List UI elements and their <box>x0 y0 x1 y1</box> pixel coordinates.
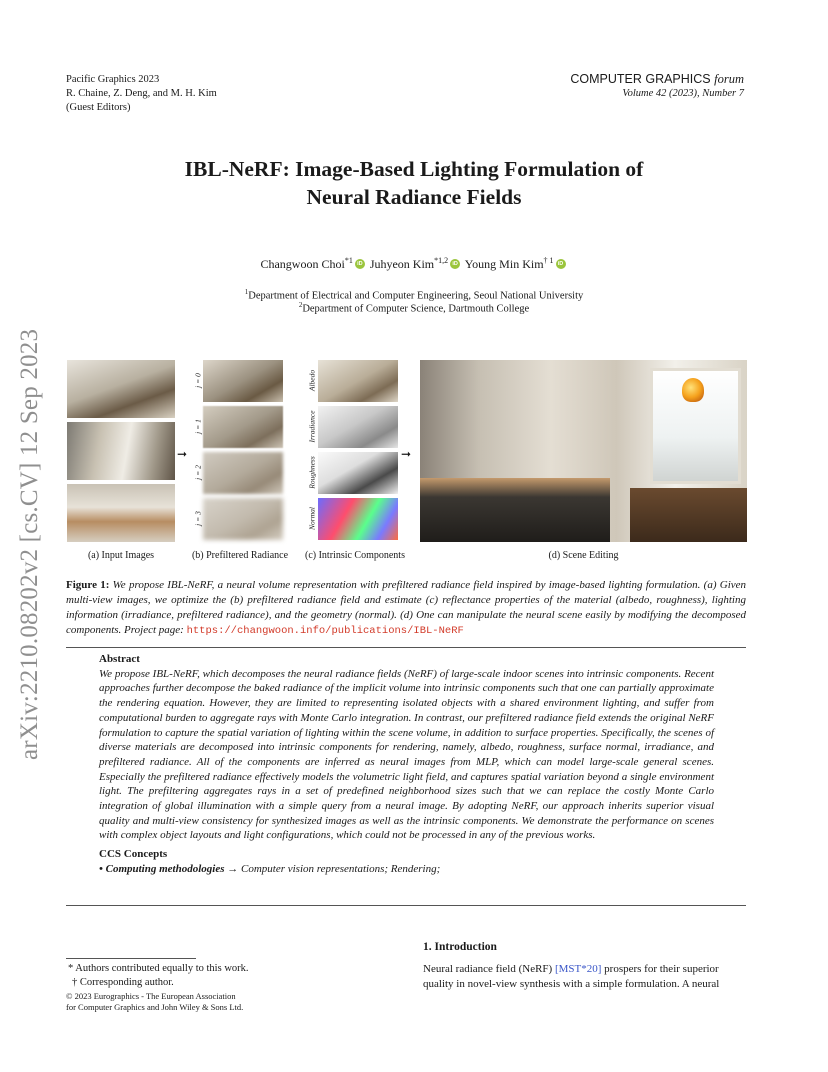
scene-editing-image <box>420 360 747 542</box>
arrow-icon: → <box>227 862 239 875</box>
intro-line1-post: prospers for their superior <box>604 963 719 975</box>
journal-italic: forum <box>714 72 744 86</box>
subcaption-d: (d) Scene Editing <box>548 550 619 561</box>
header-left <box>66 73 217 115</box>
author-sup: † 1 <box>543 256 554 265</box>
ccs-rest: Computer vision representations; Rendering; <box>240 862 441 875</box>
intro-line-1 <box>423 962 747 977</box>
input-image <box>67 360 175 418</box>
intro-heading: 1. Introduction <box>423 941 497 953</box>
author-name: Young Min Kim <box>464 257 544 271</box>
project-page-link[interactable]: https://changwoon.info/publications/IBL-NeRF <box>186 625 464 637</box>
divider <box>66 905 746 906</box>
component-label: Irradiance <box>307 410 317 443</box>
level-label: j = 0 <box>193 373 203 388</box>
title-line-1: IBL-NeRF: Image-Based Lighting Formulation of <box>184 157 644 181</box>
albedo-image <box>318 360 398 402</box>
author-sup: *1 <box>344 256 353 265</box>
footnote-corresponding: † Corresponding author. <box>72 977 174 988</box>
affiliation-sup: 1 <box>244 288 249 296</box>
editors: R. Chaine, Z. Deng, and M. H. Kim <box>66 88 217 99</box>
lamp <box>682 378 704 402</box>
roughness-image <box>318 452 398 494</box>
arrow-right-icon: ➞ <box>401 447 412 461</box>
abstract-heading: Abstract <box>99 653 140 665</box>
normal-image <box>318 498 398 540</box>
prefiltered-level-0 <box>203 360 283 402</box>
affiliation-text: Department of Electrical and Computer Engineering, Seoul National University <box>248 290 584 302</box>
dining-table <box>630 488 747 542</box>
intro-text <box>423 962 747 992</box>
header-right <box>570 71 744 101</box>
footnote-equal: * Authors contributed equally to this work. <box>68 963 249 974</box>
subcaption-c: (c) Intrinsic Components <box>305 550 405 561</box>
level-label: j = 3 <box>193 511 203 526</box>
level-label: j = 2 <box>193 465 203 480</box>
caption-text: We propose IBL-NeRF, a neural volume representation with prefiltered radiance field inspired by image-based lighting formulation. (a) Given multi-view images, we optimize the (b) prefiltered radiance field and estimate (c) reflectance properties of the material (albedo, roughness), lighting information (irradiance, prefiltered radiance), and the geometry (normal). (d) One can manipulate the neural scene easily by modifying the decomposed components. Project page: <box>66 579 747 636</box>
paper-title <box>0 155 828 211</box>
stove-counter <box>420 478 610 542</box>
intro-line-2: quality in novel-view synthesis with a simple formulation. A neural <box>423 978 720 990</box>
affiliation-text: Department of Computer Science, Dartmouth College <box>302 303 530 315</box>
level-label: j = 1 <box>193 419 203 434</box>
citation-link[interactable]: [MST*20] <box>554 963 602 975</box>
abstract <box>99 652 714 877</box>
volume: Volume 42 (2023), Number 7 <box>622 88 744 99</box>
abstract-body: We propose IBL-NeRF, which decomposes the neural radiance fields (NeRF) of large-scale indoor scenes into intrinsic components. Recent approaches further decompose the baked radiance of the implicit volume into intrinsic components such that one can partially approximate the rendering equation. However, they are limited to representing isolated objects with a shared environment lighting, and suffer from computational burden to aggregate rays with Monte Carlo integration. In contrast, our prefiltered radiance field extends the original NeRF formulation to capture the spatial variation of lighting within the scene volume, in addition to surface properties. Specifically, the scenes of diverse materials are decomposed into intrinsic components for rendering, namely, albedo, roughness, surface normal, irradiance, and prefiltered radiance. All of the components are inferred as neural images from MLP, which can model large-scale general scenes. Especially the prefiltered radiance effectively models the volumetric light field, and captures spatial variation beyond a single environment light. The prefiltering aggregates rays in a set of predefined neighborhood sizes such that we can replace the costly Monte Carlo integration of global illumination with a simple query from a neural image. By adopting NeRF, our approach inherits superior visual quality and multi-view consistency for synthesized images as well as the intrinsic components. We demonstrate the performance on scenes with complex object layouts and light configurations, which could not be processed in any of the previous works. <box>99 667 714 842</box>
prefiltered-level-1 <box>203 406 283 448</box>
component-label: Albedo <box>307 369 317 392</box>
divider <box>66 647 746 648</box>
arrow-right-icon: ➞ <box>177 447 188 461</box>
author-list <box>0 256 828 272</box>
author-name: Changwoon Choi <box>260 257 345 271</box>
component-label: Roughness <box>307 456 317 489</box>
ccs-bold: • Computing methodologies <box>99 862 225 875</box>
intro-line1-pre: Neural radiance field (NeRF) <box>423 963 553 975</box>
guest-editors: (Guest Editors) <box>66 102 131 113</box>
prefiltered-level-2 <box>203 452 283 494</box>
journal-name <box>570 71 744 87</box>
copyright-line-1: © 2023 Eurographics - The European Association <box>66 991 236 1001</box>
component-label: Normal <box>307 507 317 530</box>
subcaption-b: (b) Prefiltered Radiance <box>191 550 289 561</box>
arxiv-stamp: arXiv:2210.08202v2 [cs.CV] 12 Sep 2023 <box>16 328 43 760</box>
author-name: Juhyeon Kim <box>369 257 435 271</box>
affiliation-2 <box>0 298 828 317</box>
orcid-icon[interactable] <box>450 259 460 269</box>
orcid-icon[interactable] <box>355 259 365 269</box>
subcaption-a: (a) Input Images <box>87 550 155 561</box>
caption-label: Figure 1: <box>66 579 110 591</box>
ccs-heading: CCS Concepts <box>99 848 168 861</box>
input-image <box>67 484 175 542</box>
affiliation-sup: 2 <box>298 301 303 309</box>
footnote-rule <box>66 958 196 959</box>
journal-main: COMPUTER GRAPHICS <box>570 72 711 86</box>
author-sup: *1,2 <box>434 256 449 265</box>
orcid-icon[interactable] <box>556 259 566 269</box>
footnotes <box>68 962 249 990</box>
copyright <box>66 991 243 1013</box>
title-line-2: Neural Radiance Fields <box>306 185 522 209</box>
figure-caption <box>66 578 746 639</box>
copyright-line-2: for Computer Graphics and John Wiley & Sons Ltd. <box>66 1002 244 1012</box>
venue: Pacific Graphics 2023 <box>66 74 160 85</box>
irradiance-image <box>318 406 398 448</box>
input-image <box>67 422 175 480</box>
prefiltered-level-3 <box>203 498 283 540</box>
ccs-concepts <box>99 862 714 877</box>
